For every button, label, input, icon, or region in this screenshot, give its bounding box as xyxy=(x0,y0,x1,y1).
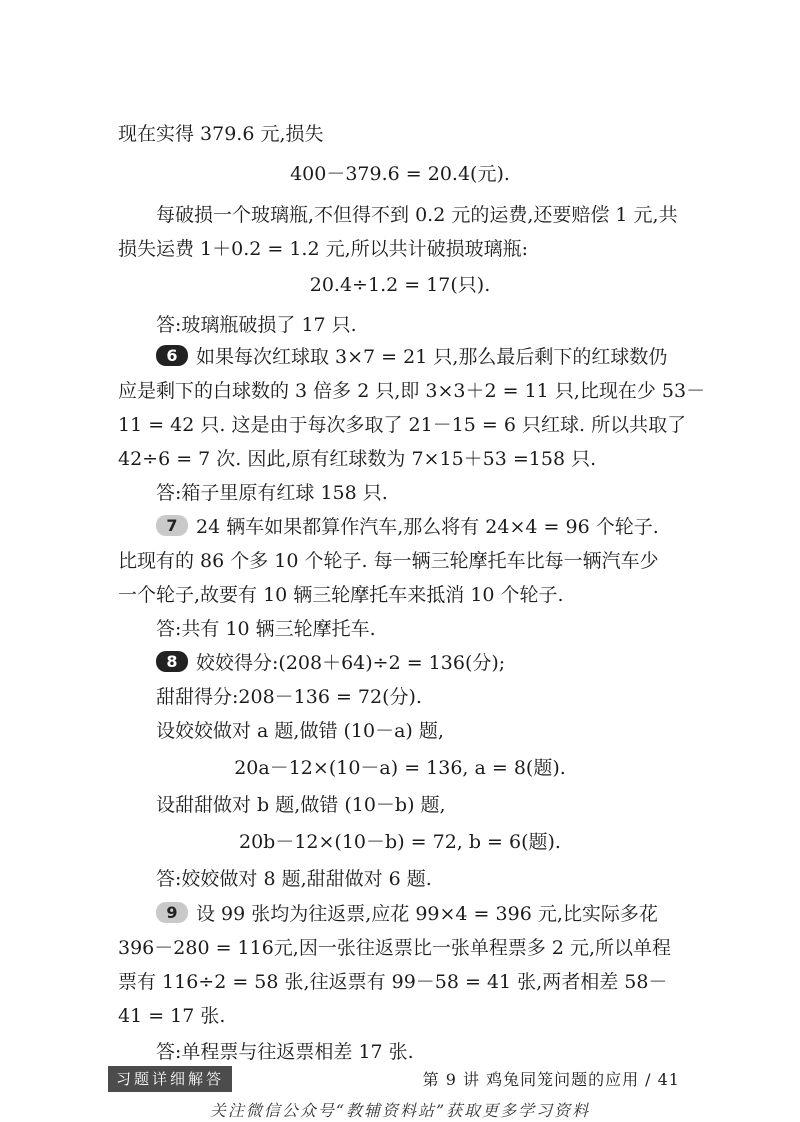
problem-8-text: 姣姣得分:(208＋64)÷2 = 136(分); xyxy=(196,652,506,674)
problem-9-line xyxy=(156,902,658,926)
text-line: 票有 116÷2 = 58 张,往返票有 99－58 = 41 张,两者相差 58－ xyxy=(118,971,668,993)
text-line: 每破损一个玻璃瓶,不但得不到 0.2 元的运费,还要赔偿 1 元,共 xyxy=(156,204,678,226)
answer-line: 答:箱子里原有红球 158 只. xyxy=(156,482,388,504)
problem-7-line xyxy=(156,515,659,539)
problem-9-text: 设 99 张均为往返票,应花 99×4 = 396 元,比实际多花 xyxy=(196,903,658,925)
problem-7-text: 24 辆车如果都算作汽车,那么将有 24×4 = 96 个轮子. xyxy=(196,516,659,538)
text-line: 设甜甜做对 b 题,做错 (10－b) 题, xyxy=(156,794,446,816)
answer-line: 答:共有 10 辆三轮摩托车. xyxy=(156,618,376,640)
problem-8-line xyxy=(156,651,505,675)
answer-line: 答:玻璃瓶破损了 17 只. xyxy=(156,314,357,336)
text-line: 一个轮子,故要有 10 辆三轮摩托车来抵消 10 个轮子. xyxy=(118,584,564,606)
answer-line: 答:单程票与往返票相差 17 张. xyxy=(156,1041,414,1063)
equation: 20b－12×(10－b) = 72, b = 6(题). xyxy=(239,831,561,853)
problem-6-text: 如果每次红球取 3×7 = 21 只,那么最后剩下的红球数仍 xyxy=(196,346,668,368)
problem-number-badge: 9 xyxy=(156,902,188,923)
text-line: 比现有的 86 个多 10 个轮子. 每一辆三轮摩托车比每一辆汽车少 xyxy=(118,550,659,572)
text-line: 42÷6 = 7 次. 因此,原有红球数为 7×15＋53 =158 只. xyxy=(118,448,597,470)
answer-line: 答:姣姣做对 8 题,甜甜做对 6 题. xyxy=(156,868,432,890)
text-line: 损失运费 1＋0.2 = 1.2 元,所以共计破损玻璃瓶: xyxy=(118,238,529,260)
text-line: 现在实得 379.6 元,损失 xyxy=(118,123,324,145)
problem-6-line xyxy=(156,345,667,369)
text-line: 396－280 = 116元,因一张往返票比一张单程票多 2 元,所以单程 xyxy=(118,937,672,959)
text-line: 应是剩下的白球数的 3 倍多 2 只,即 3×3＋2 = 11 只,比现在少 53－ xyxy=(118,380,706,402)
equation: 400－379.6 = 20.4(元). xyxy=(290,163,510,185)
text-line: 设姣姣做对 a 题,做错 (10－a) 题, xyxy=(156,720,444,742)
watermark-text: 关注微信公众号“教辅资料站”获取更多学习资料 xyxy=(209,1101,591,1120)
problem-number-badge: 8 xyxy=(156,651,188,672)
text-line: 41 = 17 张. xyxy=(118,1005,226,1027)
problem-number-badge: 7 xyxy=(156,515,188,536)
equation: 20.4÷1.2 = 17(只). xyxy=(309,274,491,296)
text-line: 11 = 42 只. 这是由于每次多取了 21－15 = 6 只红球. 所以共取了 xyxy=(118,414,687,436)
section-tag: 习题详细解答 xyxy=(108,1066,232,1092)
text-line: 甜甜得分:208－136 = 72(分). xyxy=(156,686,422,708)
chapter-page-label: 第 9 讲 鸡兔同笼问题的应用 / 41 xyxy=(422,1070,680,1089)
equation: 20a－12×(10－a) = 136, a = 8(题). xyxy=(234,757,566,779)
problem-number-badge: 6 xyxy=(156,345,188,366)
